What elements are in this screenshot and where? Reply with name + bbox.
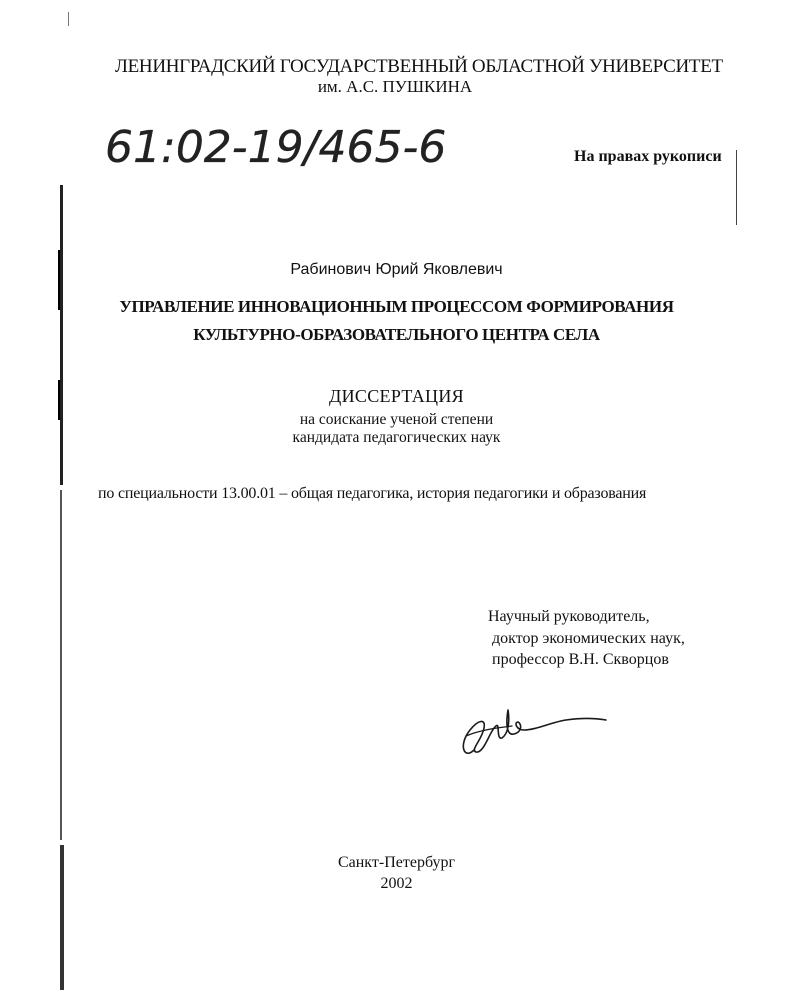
degree-line-1: на соискание ученой степени [299, 411, 494, 428]
supervisor-line-2: доктор экономических наук, [492, 630, 685, 647]
scan-binding-edge [60, 490, 62, 840]
supervisor-line-1: Научный руководитель, [488, 608, 650, 625]
city: Санкт-Петербург [337, 854, 456, 871]
dissertation-label: ДИССЕРТАЦИЯ [329, 386, 464, 406]
year: 2002 [380, 875, 413, 892]
thesis-title-line-1: УПРАВЛЕНИЕ ИННОВАЦИОННЫМ ПРОЦЕССОМ ФОРМИРОВАНИЯ [119, 297, 674, 316]
scan-mark [68, 12, 69, 26]
handwritten-number [105, 112, 505, 182]
signature-icon [456, 700, 616, 770]
handwritten-number-text: 61:02-19/465-6 [105, 122, 447, 173]
scan-right-edge [736, 150, 737, 225]
degree-line-2: кандидата педагогических наук [292, 429, 501, 446]
university-honorific: им. А.С. ПУШКИНА [317, 77, 473, 96]
author-name: Рабинович Юрий Яковлевич [290, 261, 503, 278]
thesis-title-line-2: КУЛЬТУРНО-ОБРАЗОВАТЕЛЬНОГО ЦЕНТРА СЕЛА [193, 325, 600, 344]
supervisor-line-3: профессор В.Н. Скворцов [492, 651, 669, 668]
specialty: по специальности 13.00.01 – общая педагогика, история педагогики и образования [98, 485, 647, 502]
rights-note: На правах рукописи [574, 148, 722, 165]
university-name: ЛЕНИНГРАДСКИЙ ГОСУДАРСТВЕННЫЙ ОБЛАСТНОЙ УНИВЕРСИТЕТ [115, 56, 723, 77]
